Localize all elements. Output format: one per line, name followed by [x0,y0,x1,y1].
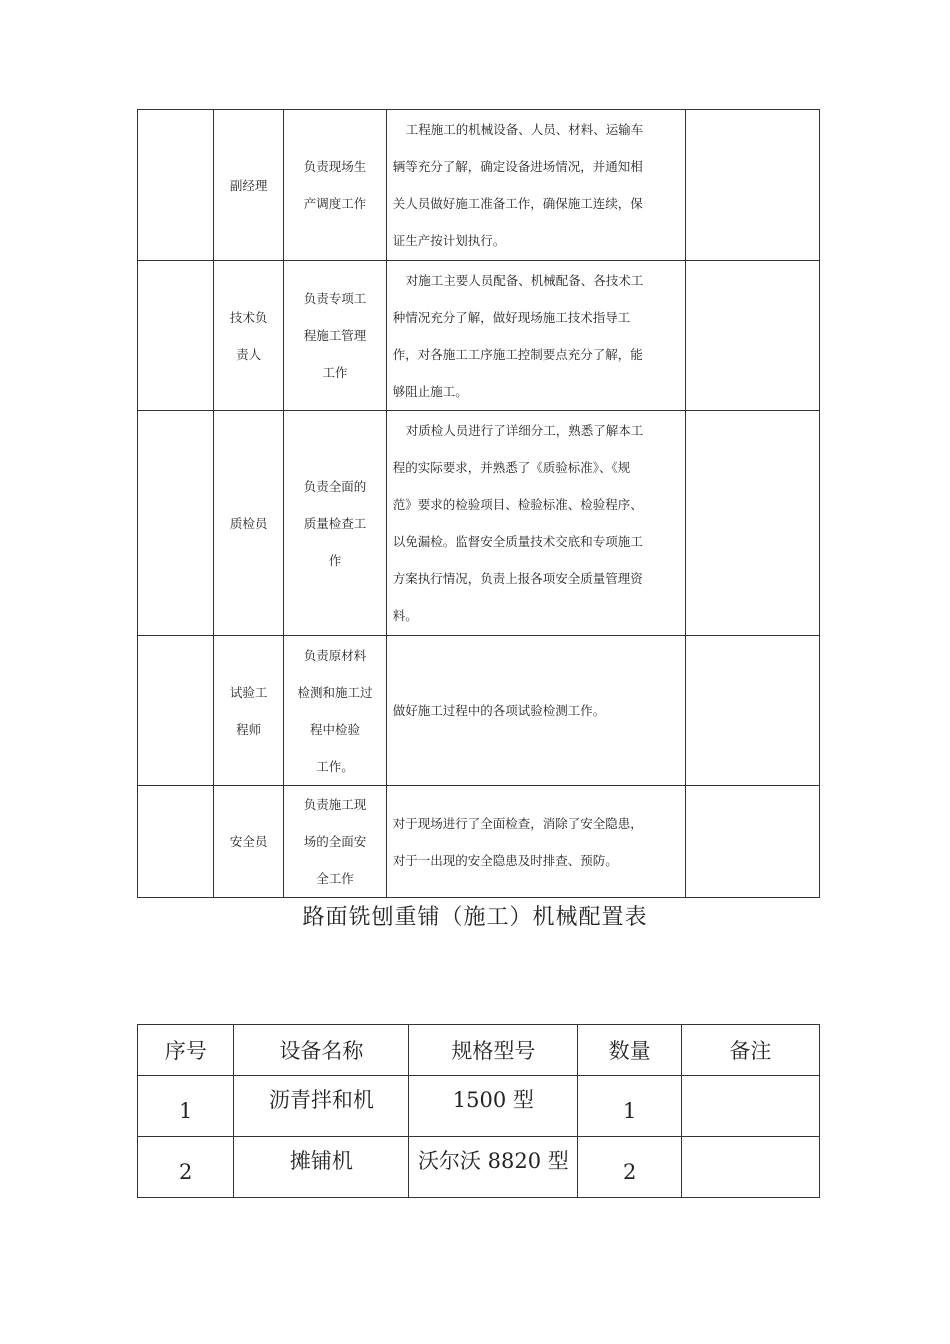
table-row [138,1076,820,1137]
note-cell [685,411,819,636]
role-line: 责人 [236,346,262,362]
cell-spec: 沃尔沃 8820 型 [409,1137,578,1198]
desc-line: 工程施工的机械设备、人员、材料、运输车 [405,122,644,137]
duty-line: 场的全面安 [303,834,367,849]
cell-name: 摊铺机 [234,1137,409,1198]
role-cell [213,636,283,786]
header-name: 设备名称 [234,1025,409,1076]
table-row [138,261,820,411]
cell-index: 2 [138,1137,234,1198]
role-line: 技术负 [229,309,268,325]
duty-line: 工作。 [316,758,354,774]
desc-line: 辆等充分了解，确定设备进场情况，并通知相 [392,159,643,174]
role-line: 试验工 [229,684,268,700]
desc-line: 以免漏检。监督安全质量技术交底和专项施工 [392,534,643,549]
duty-line: 质量检查工 [303,515,367,531]
cell-index: 1 [138,1076,234,1137]
duty-cell [284,786,387,898]
cell-qty: 2 [578,1137,681,1198]
desc-line: 对于一出现的安全隐患及时排查、预防。 [392,852,618,868]
table-row [138,636,820,786]
role-cell [213,261,283,411]
blank-cell [138,636,214,786]
cell-note [681,1076,819,1137]
duty-line: 程中检验 [309,721,360,737]
duty-line: 负责专项工 [303,291,367,306]
table-row [138,786,820,898]
cell-note [681,1137,819,1198]
role-cell [213,786,283,898]
duty-cell [284,636,387,786]
table-row [138,1137,820,1198]
role-cell [213,411,283,636]
duty-line: 负责全面的 [303,478,367,494]
duty-cell [284,261,387,411]
description-cell [386,110,685,261]
header-qty: 数量 [578,1025,681,1076]
desc-line: 做好施工过程中的各项试验检测工作。 [392,703,606,718]
header-spec: 规格型号 [409,1025,578,1076]
machinery-table [137,1024,820,1198]
duty-line: 工作 [322,365,348,380]
duty-line: 负责现场生 [303,159,367,174]
cell-qty: 1 [578,1076,681,1137]
description-cell [386,411,685,636]
description-cell [386,261,685,411]
duty-line: 产调度工作 [303,196,367,211]
duty-cell [284,411,387,636]
cell-spec: 1500 型 [409,1076,578,1137]
desc-line: 程的实际要求，并熟悉了《质验标准》、《规 [392,460,631,475]
table-row [138,110,820,261]
machinery-table-title: 路面铣刨重铺（施工）机械配置表 [302,905,648,930]
role-line: 安全员 [229,834,268,849]
role-cell [213,110,283,261]
note-cell [685,261,819,411]
table-row [138,411,820,636]
duty-line: 负责施工现 [303,797,367,812]
desc-line: 证生产按计划执行。 [392,233,506,248]
duty-line: 全工作 [316,871,354,886]
desc-line: 对施工主要人员配备、机械配备、各技术工 [405,272,644,288]
duty-line: 负责原材料 [303,647,367,663]
note-cell [685,636,819,786]
blank-cell [138,110,214,261]
role-line: 副经理 [229,177,268,193]
desc-line: 对于现场进行了全面检查，消除了安全隐患， [392,815,643,831]
description-cell [386,786,685,898]
desc-line: 够阻止施工。 [392,383,468,399]
note-cell [685,786,819,898]
role-line: 程师 [236,721,262,737]
note-cell [685,110,819,261]
duty-cell [284,110,387,261]
desc-line: 范》要求的检验项目、检验标准、检验程序、 [392,497,643,512]
desc-line: 料。 [392,608,418,623]
table-header-row [138,1025,820,1076]
desc-line: 关人员做好施工准备工作，确保施工连续，保 [392,196,643,211]
header-note: 备注 [681,1025,819,1076]
blank-cell [138,261,214,411]
duty-line: 作 [328,552,342,568]
desc-line: 种情况充分了解，做好现场施工技术指导工 [392,309,631,325]
role-line: 质检员 [229,515,268,531]
duty-line: 程施工管理 [303,328,367,343]
description-cell [386,636,685,786]
desc-line: 方案执行情况，负责上报各项安全质量管理资 [392,571,643,586]
cell-name: 沥青拌和机 [234,1076,409,1137]
header-index: 序号 [138,1025,234,1076]
responsibility-table [137,109,820,898]
duty-line: 检测和施工过 [297,684,373,700]
desc-line: 对质检人员进行了详细分工，熟悉了解本工 [405,423,644,438]
blank-cell [138,411,214,636]
blank-cell [138,786,214,898]
desc-line: 作，对各施工工序施工控制要点充分了解，能 [392,346,643,362]
